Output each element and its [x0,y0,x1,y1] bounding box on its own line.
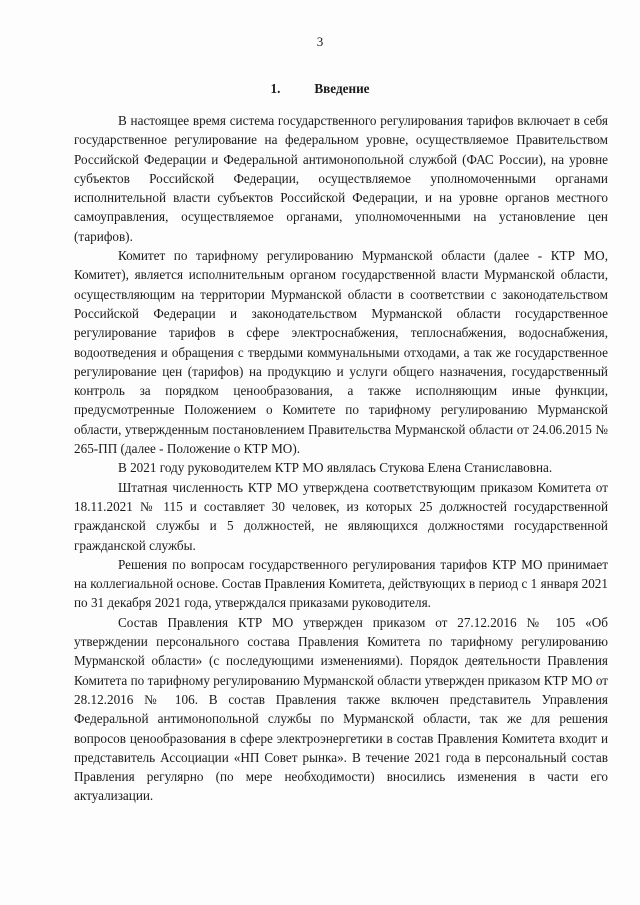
paragraph-staff: Штатная численность КТР МО утверждена соответствующим приказом Комитета от 18.11.2021 № 115 и составляет 30 человек, из которых 25 должностей государственной гражданской службы и 5 должностей, не являющихся должностями государственной гражданской службы. [74,479,608,553]
paragraph-committee-description: Комитет по тарифному регулированию Мурманской области (далее - КТР МО, Комитет), является исполнительным органом государственной власти Мурманской области, осуществляющим на территории Мурманской области в соответствии с законодательством Российской Федерации и законодательством Мурманской области государственное регулирование тарифов в сфере электроснабжения, теплоснабжения, водоснабжения, водоотведения и обращения с твердыми коммунальными отходами, а так же государственное регулирование цен (тарифов) на продукцию и услуги общего назначения, государственный контроль за порядком ценообразования, а также исполняющим иные функции, предусмотренные Положением о Комитете по тарифному регулированию Мурманской области, утвержденным постановлением Правительства Мурманской области от 24.06.2015 № 265-ПП (далее - Положение о КТР МО). [74,248,608,457]
page-number: 3 [316,34,324,49]
section-title: Введение [314,81,370,96]
paragraph-regulation-system: В настоящее время система государственного регулирования тарифов включает в себя государственное регулирование на федеральном уровне, осуществляемое Правительством Российской Федерации и Федеральной антимонопольной службой (ФАС России), на уровне субъектов Российской Федерации, осуществляемое уполномоченными органами исполнительной власти субъектов Российской Федерации, и на уровне органов местного самоуправления, осуществляемое органами, уполномоченными на установление цен (тарифов). [74,113,608,244]
section-number: 1. [270,81,281,96]
paragraph-board-composition: Состав Правления КТР МО утвержден приказом от 27.12.2016 № 105 «Об утверждении персонального состава Правления Комитета по тарифному регулированию Мурманской области» (с последующими изменениями). Порядок деятельности Правления Комитета по тарифному регулированию Мурманской области утвержден приказом КТР МО от 28.12.2016 № 106. В состав Правления также включен представитель Управления Федеральной антимонопольной службы по Мурманской области, так же для решения вопросов ценообразования в сфере электроэнергетики в состав Правления Комитета входит и представитель Ассоциации «НП Совет рынка». В течение 2021 года в персональный состав Правления регулярно (по мере необходимости) вносились изменения в части его актуализации. [74,614,608,804]
paragraph-head: В 2021 году руководителем КТР МО являлась Стукова Елена Станиславовна. [118,460,553,476]
paragraph-collegial-decisions: Решения по вопросам государственного регулирования тарифов КТР МО принимает на коллегиальной основе. Состав Правления Комитета, действующих в период с 1 января 2021 по 31 декабря 2021 года, утверждался приказами руководителя. [74,556,608,611]
section-heading [0,79,640,98]
body-text [74,111,608,806]
